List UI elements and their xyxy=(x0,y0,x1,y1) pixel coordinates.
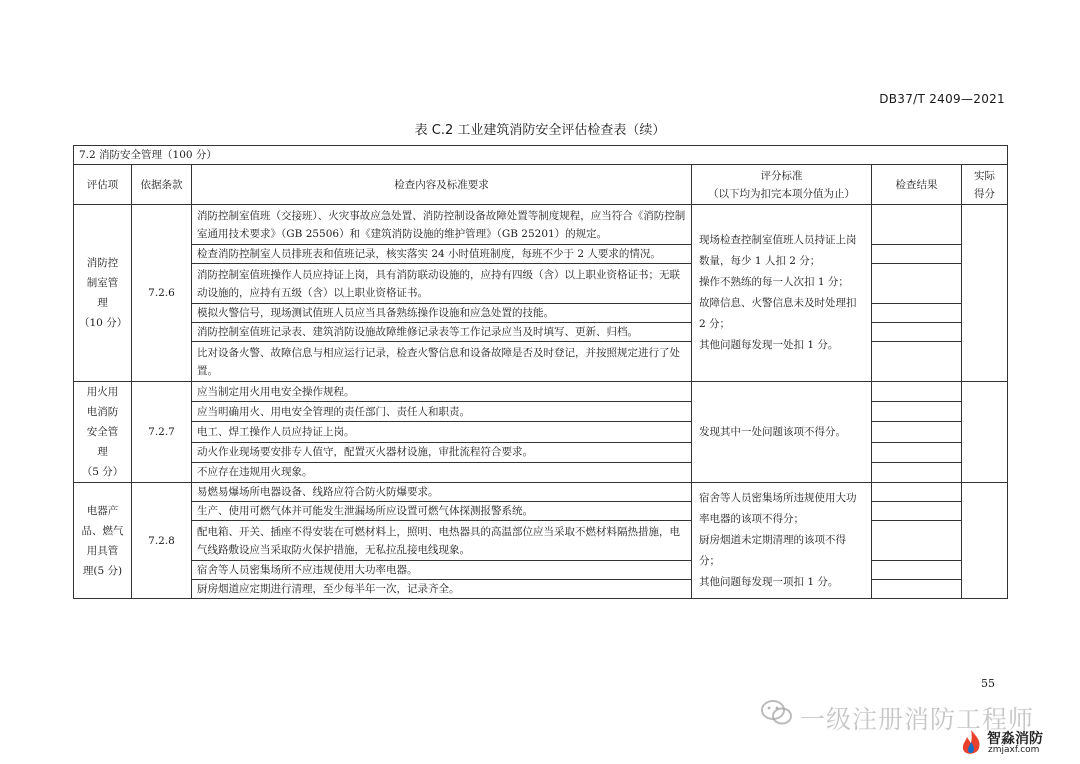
requirement-text: 动火作业现场要安排专人值守，配置灭火器材设施，审批流程符合要求。 xyxy=(192,442,692,462)
criteria-line: 发现其中一处问题该项不得分。 xyxy=(699,425,846,438)
brand-logo xyxy=(957,728,1052,758)
criteria-line: 厨房烟道未定期清理的该项不得分； xyxy=(699,534,846,567)
header-result: 检查结果 xyxy=(872,165,962,205)
assessment-item-line: 用火用 xyxy=(86,386,119,398)
check-result-cell[interactable] xyxy=(872,342,962,382)
table-row xyxy=(74,382,1008,402)
check-result-cell[interactable] xyxy=(872,323,962,342)
requirement-text: 配电箱、开关、插座不得安装在可燃材料上，照明、电热器具的高温部位应当采取不燃材料隔热措施，电气线路敷设应当采取防火保护措施，无私拉乱接电线现象。 xyxy=(192,521,692,561)
assessment-item-line: 理 xyxy=(97,297,108,309)
requirement-text: 消防控制室值班（交接班）、火灾事故应急处置、消防控制设备故障处置等制度规程，应当符合《消防控制室通用技术要求》（GB 25506）和《建筑消防设施的维护管理》（GB 25201）的规定。 xyxy=(192,205,692,245)
requirement-text: 应当明确用火、用电安全管理的责任部门、责任人和职责。 xyxy=(192,402,692,422)
check-result-cell[interactable] xyxy=(872,442,962,462)
requirement-text: 消防控制室值班记录表、建筑消防设施故障维修记录表等工作记录应当及时填写、更新、归档。 xyxy=(192,323,692,342)
check-result-cell[interactable] xyxy=(872,205,962,245)
header-score xyxy=(962,165,1008,205)
check-result-cell[interactable] xyxy=(872,580,962,599)
check-result-cell[interactable] xyxy=(872,264,962,304)
actual-score-cell[interactable] xyxy=(962,483,1008,599)
table-row xyxy=(74,483,1008,502)
wechat-icon xyxy=(760,698,794,728)
header-criteria xyxy=(692,165,872,205)
assessment-item-line: 用具管 xyxy=(86,544,119,557)
criteria-line: 其他问题每发现一处扣 1 分。 xyxy=(699,339,839,351)
header-score-line1: 实际 xyxy=(974,169,996,182)
check-result-cell[interactable] xyxy=(872,483,962,502)
assessment-item-line: 品、燃气 xyxy=(81,524,124,537)
watermark-account: 一级注册消防工程师 xyxy=(800,705,1035,734)
check-result-cell[interactable] xyxy=(872,245,962,264)
check-result-cell[interactable] xyxy=(872,382,962,402)
requirement-text: 消防控制室值班操作人员应持证上岗，具有消防联动设施的，应持有四级（含）以上职业资格证书；无联动设施的，应持有五级（含）以上职业资格证书。 xyxy=(192,264,692,304)
assessment-item xyxy=(74,382,132,483)
requirement-text: 易燃易爆场所电器设备、线路应符合防火防爆要求。 xyxy=(192,483,692,502)
criteria-line: 现场检查控制室值班人员持证上岗数量，每少 1 人扣 2 分； xyxy=(699,234,857,267)
assessment-item xyxy=(74,483,132,599)
requirement-text: 比对设备火警、故障信息与相应运行记录，检查火警信息和设备故障是否及时登记，并按照规定进行了处置。 xyxy=(192,342,692,382)
clause-number: 7.2.8 xyxy=(132,483,192,599)
requirement-text: 厨房烟道应定期进行清理，至少每半年一次，记录齐全。 xyxy=(192,580,692,599)
table-row xyxy=(74,205,1008,245)
check-result-cell[interactable] xyxy=(872,422,962,442)
header-content: 检查内容及标准要求 xyxy=(192,165,692,205)
assessment-item-line: 消防控 xyxy=(86,257,119,269)
check-result-cell[interactable] xyxy=(872,402,962,422)
assessment-table xyxy=(73,145,1008,599)
assessment-item-line: 电器产 xyxy=(86,504,119,517)
scoring-criteria xyxy=(692,205,872,382)
actual-score-cell[interactable] xyxy=(962,205,1008,382)
assessment-item-line: （5 分） xyxy=(81,466,124,478)
criteria-line: 宿舍等人员密集场所违规使用大功率电器的该项不得分； xyxy=(699,492,857,525)
header-clause: 依据条款 xyxy=(132,165,192,205)
requirement-text: 检查消防控制室人员排班表和值班记录，核实落实 24 小时值班制度，每班不少于 2 人要求的情况。 xyxy=(192,245,692,264)
assessment-item-line: 理 xyxy=(97,446,108,458)
assessment-item-line: 电消防 xyxy=(86,406,119,418)
check-result-cell[interactable] xyxy=(872,502,962,521)
clause-number: 7.2.7 xyxy=(132,382,192,483)
scoring-criteria xyxy=(692,483,872,599)
requirement-text: 应当制定用火用电安全操作规程。 xyxy=(192,382,692,402)
check-result-cell[interactable] xyxy=(872,304,962,323)
assessment-item xyxy=(74,205,132,382)
document-code: DB37/T 2409—2021 xyxy=(879,92,1005,106)
criteria-line: 故障信息、火警信息未及时处理扣 2 分； xyxy=(699,297,857,330)
requirement-text: 模拟火警信号，现场测试值班人员应当具备熟练操作设施和应急处置的技能。 xyxy=(192,304,692,323)
check-result-cell[interactable] xyxy=(872,462,962,482)
assessment-item-line: 安全管 xyxy=(86,426,119,438)
logo-url: zmjaxf.com xyxy=(988,745,1040,755)
header-criteria-line2: （以下均为扣完本项分值为止） xyxy=(708,187,855,200)
check-result-cell[interactable] xyxy=(872,561,962,580)
requirement-text: 电工、焊工操作人员应持证上岗。 xyxy=(192,422,692,442)
section-title: 7.2 消防安全管理（100 分） xyxy=(74,146,1008,165)
check-result-cell[interactable] xyxy=(872,521,962,561)
requirement-text: 生产、使用可燃气体并可能发生泄漏场所应设置可燃气体探测报警系统。 xyxy=(192,502,692,521)
assessment-item-line: 理(5 分) xyxy=(82,564,123,577)
logo-name: 智淼消防 xyxy=(987,731,1043,747)
criteria-line: 其他问题每发现一项扣 1 分。 xyxy=(699,576,839,588)
header-criteria-line1: 评分标准 xyxy=(760,169,803,182)
clause-number: 7.2.6 xyxy=(132,205,192,382)
assessment-item-line: 制室管 xyxy=(86,277,119,289)
header-item: 评估项 xyxy=(74,165,132,205)
assessment-item-line: （10 分） xyxy=(79,317,128,329)
requirement-text: 不应存在违规用火现象。 xyxy=(192,462,692,482)
actual-score-cell[interactable] xyxy=(962,382,1008,483)
table-title: 表 C.2 工业建筑消防安全评估检查表（续） xyxy=(414,123,666,138)
page-number: 55 xyxy=(981,677,995,690)
scoring-criteria xyxy=(692,382,872,483)
flame-logo-icon xyxy=(957,728,985,758)
criteria-line: 操作不熟练的每一人次扣 1 分； xyxy=(699,276,849,288)
header-score-line2: 得分 xyxy=(974,187,996,200)
requirement-text: 宿舍等人员密集场所不应违规使用大功率电器。 xyxy=(192,561,692,580)
